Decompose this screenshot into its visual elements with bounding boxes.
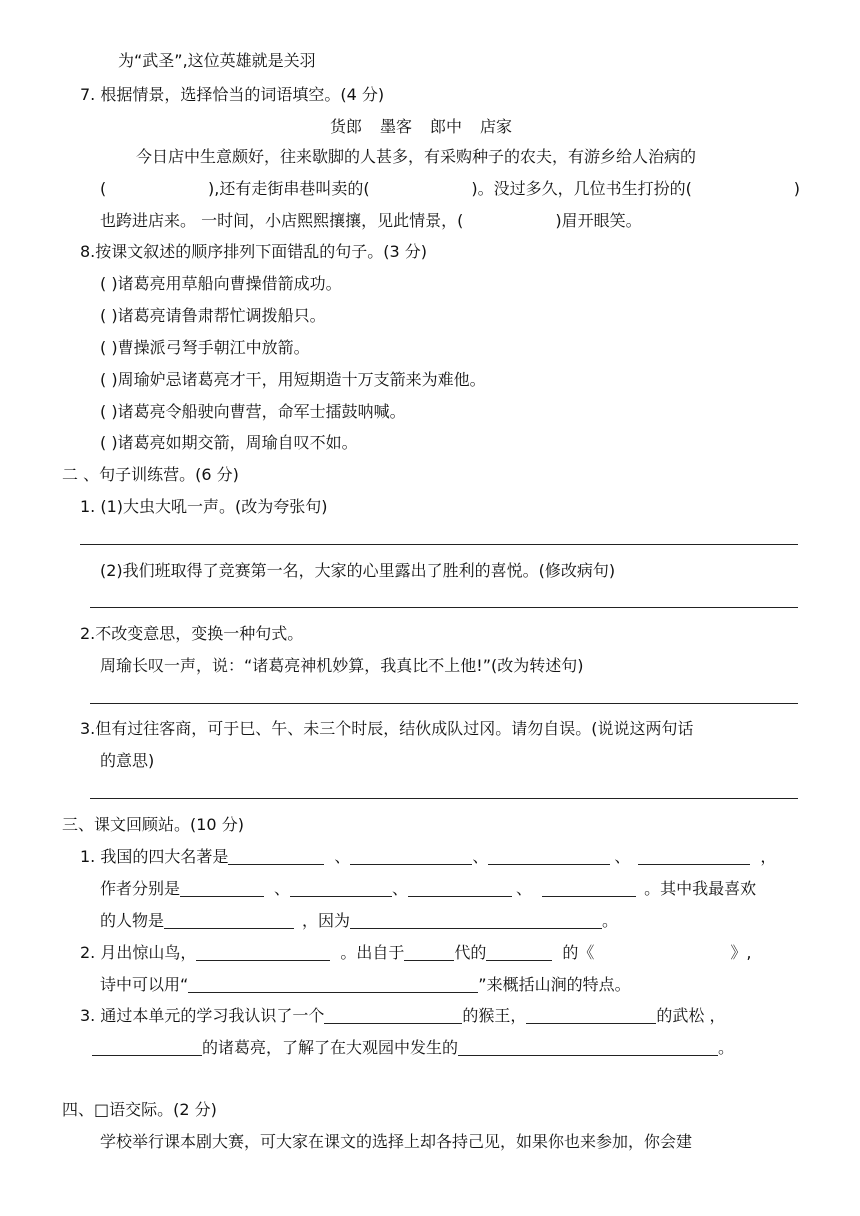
q7-title: 7. 根据情景，选择恰当的词语填空。(4 分): [80, 85, 385, 104]
word-4: 店家: [480, 117, 513, 136]
s3-q1-line3: [100, 910, 618, 932]
s2-q1-part1: 1. (1)大虫大吼一声。(改为夸张句): [80, 497, 328, 516]
s3-q2-line2: [100, 974, 631, 996]
blank-zhuge-liang[interactable]: [92, 1039, 202, 1056]
answer-line: [80, 544, 798, 545]
blank-wu-song[interactable]: [526, 1007, 656, 1024]
q7-seg-l3b: )眉开眼笑。: [555, 211, 642, 230]
blank-novel-4[interactable]: [638, 848, 750, 865]
s3-q3-wusong-label: 的武松 ，: [656, 1006, 726, 1025]
q8-item: ( )周瑜妒忌诸葛亮才干，用短期造十万支箭来为难他。: [100, 370, 486, 389]
s3-q1-character-label: 的人物是: [100, 911, 165, 930]
s2-q1-part2: (2)我们班取得了竞赛第一名，大家的心里露出了胜利的喜悦。(修改病句): [100, 561, 616, 580]
s3-q2-prompt: 2. 月出惊山鸟，: [80, 943, 197, 962]
period: 。: [718, 1038, 735, 1057]
separator: 、: [516, 879, 533, 898]
s3-q2-line1: [80, 942, 752, 964]
answer-line: [90, 798, 798, 799]
s4-prompt: 学校举行课本剧大赛，可大家在课文的选择上却各持己见，如果你也来参加，你会建: [100, 1132, 693, 1151]
word-2: 墨客: [380, 117, 413, 136]
word-3: 郎中: [430, 117, 463, 136]
blank-author-2[interactable]: [290, 880, 392, 897]
blank-character[interactable]: [164, 912, 294, 929]
s3-q1-authors-label: 作者分别是: [100, 879, 181, 898]
q8-title: 8.按课文叙述的顺序排列下面错乱的句子。(3 分): [80, 242, 428, 261]
q8-item: ( )诸葛亮令船驶向曹营，命军士擂鼓呐喊。: [100, 402, 406, 421]
q8-item: ( )诸葛亮请鲁肃帮忙调拨船只。: [100, 306, 326, 325]
s3-q3-monkey-label: 的猴王，: [462, 1006, 527, 1025]
separator: 、: [334, 847, 351, 866]
q7-passage-line-3: [100, 210, 642, 232]
s3-q1-line1: [80, 846, 776, 868]
q7-passage-line-1: 今日店中生意颇好，往来歇脚的人甚多，有采购种子的农夫，有游乡给人治病的: [136, 147, 697, 166]
s3-q2-title-close: 》,: [730, 943, 752, 962]
answer-line: [90, 607, 798, 608]
blank-quote[interactable]: [188, 976, 478, 993]
s3-q3-line1: [80, 1005, 725, 1027]
blank-novel-3[interactable]: [488, 848, 610, 865]
s3-q2-quote-open: 诗中可以用“: [100, 975, 189, 994]
s2-q2-sentence: 周瑜长叹一声，说：“诸葛亮神机妙算，我真比不上他!”(改为转述句): [100, 656, 584, 675]
separator: ，: [760, 847, 777, 866]
blank-dynasty[interactable]: [404, 944, 454, 961]
q7-seg-b: ),还有走街串巷叫卖的(: [208, 179, 370, 198]
blank-novel-2[interactable]: [350, 848, 472, 865]
separator: 、: [614, 847, 631, 866]
separator: 、: [472, 847, 489, 866]
s3-q1-prompt: 1. 我国的四大名著是: [80, 847, 229, 866]
answer-line: [90, 703, 798, 704]
q8-item: ( )诸葛亮用草船向曹操借箭成功。: [100, 274, 342, 293]
blank-reason[interactable]: [350, 912, 602, 929]
blank-grand-view-garden[interactable]: [458, 1039, 718, 1056]
blank-poet[interactable]: [486, 944, 552, 961]
blank-author-1[interactable]: [180, 880, 264, 897]
blank-next-verse[interactable]: [196, 944, 330, 961]
blank-novel-1[interactable]: [228, 848, 324, 865]
carryover-line: 为“武圣”,这位英雄就是关羽: [118, 51, 316, 70]
paren-close: ): [793, 179, 800, 198]
s2-q2-title: 2.不改变意思，变换一种句式。: [80, 624, 304, 643]
section-3-title: 三、课文回顾站。(10 分): [62, 815, 244, 834]
q7-seg-l3a: 也跨进店来。 一时间，小店熙熙攘攘，见此情景，(: [100, 211, 464, 230]
q7-seg-c: )。没过多久，几位书生打扮的(: [471, 179, 692, 198]
blank-monkey-king[interactable]: [324, 1007, 462, 1024]
q8-item: ( )曹操派弓弩手朝江中放箭。: [100, 338, 310, 357]
section-4-title: 四、□语交际。(2 分): [62, 1100, 217, 1119]
s3-q3-line2: [92, 1037, 734, 1059]
separator: 、: [274, 879, 291, 898]
s3-q1-favorite-label: 。其中我最喜欢: [644, 879, 757, 898]
s2-q3-line1: 3.但有过往客商，可于巳、午、未三个时辰，结伙成队过冈。请勿自误。(说说这两句话: [80, 719, 694, 738]
s3-q2-dynasty-label: 代的: [454, 943, 487, 962]
s3-q2-quote-close: ”来概括山涧的特点。: [478, 975, 631, 994]
section-2-title: 二 、句子训练营。(6 分): [62, 465, 239, 484]
s3-q1-because-label: ，因为: [302, 911, 351, 930]
q8-item: ( )诸葛亮如期交箭，周瑜自叹不如。: [100, 433, 358, 452]
s3-q2-title-open: 的《: [562, 943, 595, 962]
q7-passage-line-2: [100, 178, 800, 200]
s3-q3-zhuge-label: 的诸葛亮，了解了在大观园中发生的: [202, 1038, 459, 1057]
blank-author-4[interactable]: [542, 880, 636, 897]
s2-q3-line2: 的意思): [100, 751, 155, 770]
s3-q1-line2: [100, 878, 756, 900]
s3-q2-source-label: 。出自于: [340, 943, 405, 962]
q7-word-bank: [330, 116, 512, 138]
period: 。: [602, 911, 619, 930]
word-1: 货郎: [330, 117, 363, 136]
blank-author-3[interactable]: [408, 880, 512, 897]
paren-open: (: [100, 179, 107, 198]
s3-q3-prompt: 3. 通过本单元的学习我认识了一个: [80, 1006, 325, 1025]
separator: 、: [392, 879, 409, 898]
